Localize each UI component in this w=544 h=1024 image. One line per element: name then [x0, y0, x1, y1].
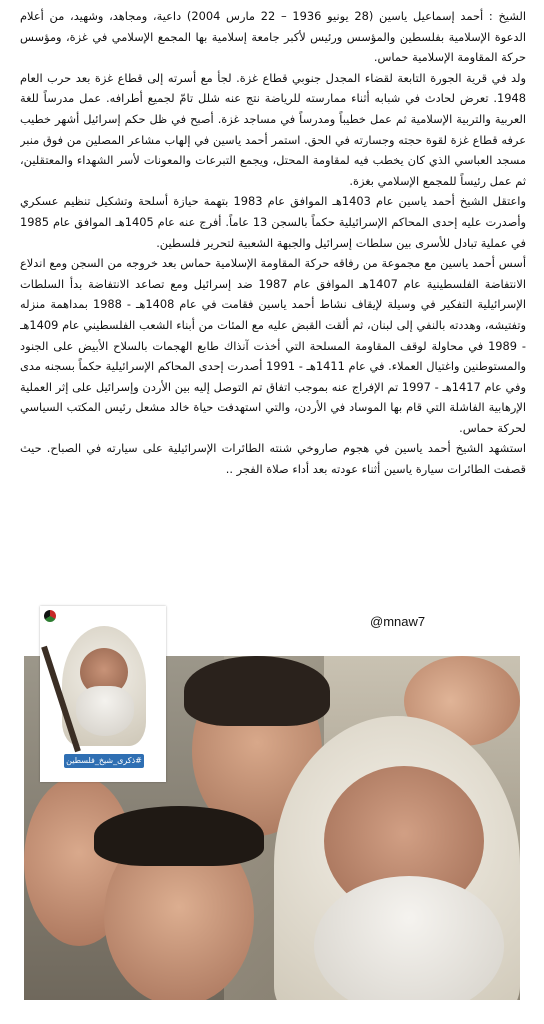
- sheikh-portrait-inset: [40, 606, 166, 782]
- paragraph-arrest: واعتقل الشيخ أحمد ياسين عام 1403هـ الموافق عام 1983 بتهمة حيازة أسلحة وتشكيل تنظيم عسكري وأصدرت عليه إحدى المحاكم الإسرائيلية حكماً بالسجن 13 عاماً. أفرج عنه عام 1405هـ الموافق عام 1985 في عملية تبادل للأسرى بين سلطات إسرائيل والجبهة الشعبية لتحرير فلسطين.: [20, 194, 526, 250]
- boy-hair-top-center: [184, 656, 330, 726]
- paragraph-martyrdom: استشهد الشيخ أحمد ياسين في هجوم صاروخي شنته الطائرات الإسرائيلية على سيارته في الصباح. حيث قصفت الطائرات سيارة ياسين أثناء عودته بعد أداء صلاة الفجر ..: [20, 441, 526, 477]
- article-text: [20, 6, 526, 606]
- portrait-caption: #ذكرى_شيخ_فلسطين: [64, 754, 144, 768]
- paragraph-biography: ولد في قرية الجورة التابعة لقضاء المجدل جنوبي قطاع غزة. لجأ مع أسرته إلى قطاع غزة بعد حرب العام 1948. تعرض لحادث في شبابه أثناء ممارسته للرياضة نتج عنه شلل تامّ لجميع أطرافه. عمل مدرساً للغة العربية والتربية الإسلامية ثم عمل خطيباً ومدرساً في مساجد غزة. أصبح في ظل حكم إسرائيل أشهر خطيب عرفه قطاع غزة لقوة حجته وجسارته في الحق. استمر أحمد ياسين في إلهاب مشاعر المصلين من فوق منبر مسجد العباسي الذي كان يخطب فيه لمقاومة المحتل، ويجمع التبرعات والمعونات لأسر الشهداء والمعتقلين، ثم عمل رئيساً للمجمع الإسلامي بغزة.: [20, 70, 526, 188]
- palestine-flag-icon: [44, 610, 56, 622]
- paragraph-hamas: أسس أحمد ياسين مع مجموعة من رفاقه حركة المقاومة الإسلامية حماس بعد خروجه من السجن ومع اندلاع الانتفاضة الفلسطينية عام 1407هـ الموافق عام 1987 ضد إسرائيل ومع تصاعد الانتفاضة بدأ السلطات الإسرائيلية التفكير في وسيلة لإيقاف نشاط أحمد ياسين فقامت في عام 1408هـ - 1988 بمداهمة منزله وتفتيشه، وهددته بالنفي إلى لبنان، ثم ألقت القبض عليه مع المئات من أبناء الشعب الفلسطيني عام 1409هـ - 1989 في محاولة لوقف المقاومة المسلحة التي أخذت آنذاك طابع الهجمات بالسلاح الأبيض على الجنود والمستوطنين واغتيال العملاء. في عام 1411هـ - 1991 أصدرت إحدى المحاكم الإسرائيلية حكماً بسجنه مدى وفي عام 1417هـ - 1997 تم الإفراج عنه بموجب اتفاق تم التوصل إليه بين الأردن وإسرائيل على إثر العملية الإرهابية الفاشلة التي قام بها الموساد في الأردن، والتي استهدفت حياة خالد مشعل رئيس المكتب السياسي لحركة حماس.: [20, 256, 526, 435]
- boy-hair-bottom-center: [94, 806, 264, 866]
- twitter-handle: @mnaw7: [370, 614, 426, 629]
- portrait-beard: [76, 686, 134, 736]
- paragraph-intro: الشيخ : أحمد إسماعيل ياسين (28 يونيو 1936 – 22 مارس 2004) داعية، ومجاهد، وشهيد، من أعلام الدعوة الإسلامية بفلسطين والمؤسس ورئيس لأكبر جامعة إسلامية بها المجمع الإسلامي في غزة، ومؤسس حركة المقاومة الإسلامية حماس.: [20, 9, 526, 65]
